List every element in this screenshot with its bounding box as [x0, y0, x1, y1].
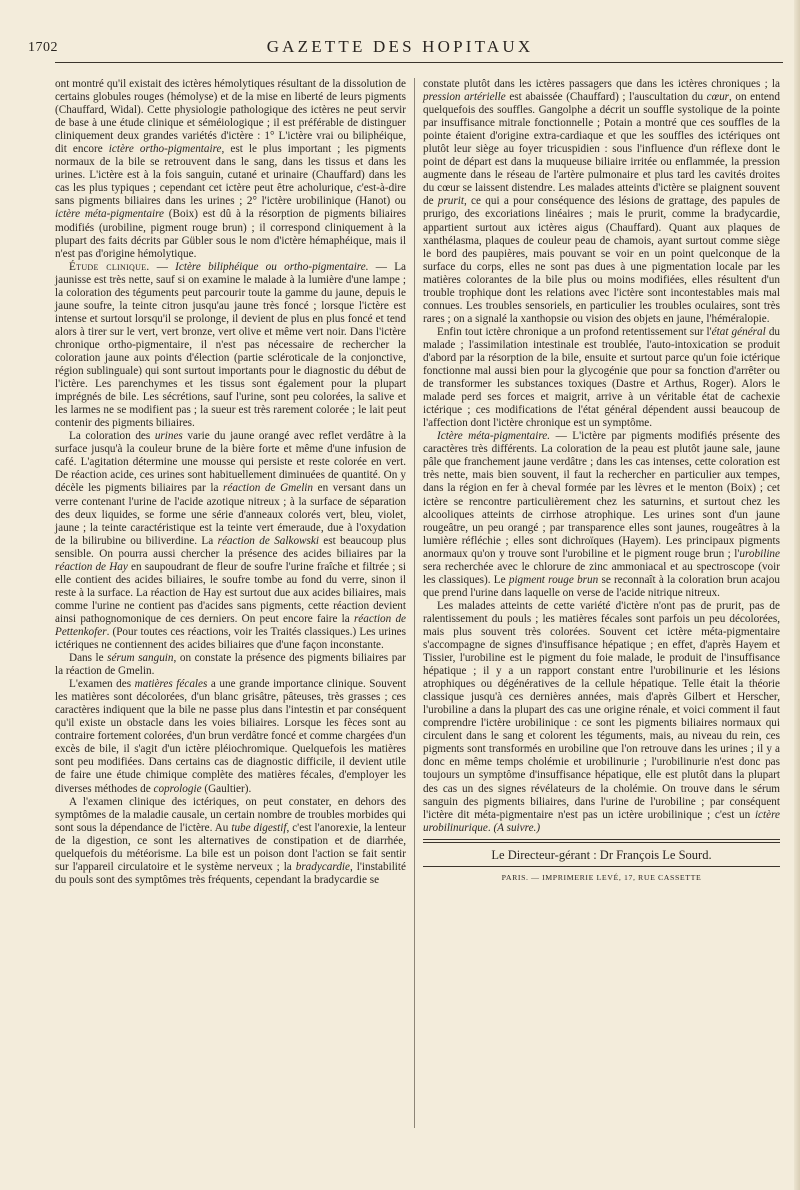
- paragraph: [55, 652, 406, 678]
- italic-term: cœur: [706, 91, 730, 104]
- text: a une grande importance clinique. Souvent les matières sont décolorées, d'un blanc grisâtre, pâteuses, très grasses ; ces caractères indiquent que la bile ne passe plus dans l'intestin et par conséquent qu'il existe un obstacle dans les voies biliaires. Lorsque les fèces sont au contraire fortement colorées, d'un brun verdâtre foncé et comme chargées d'un excès de bile, il s'agit d'un ictère pléiochromique. Quelquefois les matières sont peu modifiées. Dans certains cas de diagnostic difficile, il devient utile de faire une étude chimique complète des matières fécales, d'employer les diverses méthodes de: [55, 678, 406, 795]
- header-rule: [55, 62, 783, 63]
- italic-term: réaction de Hay: [55, 560, 128, 573]
- italic-term: réaction de Pettenkofer: [55, 612, 406, 638]
- text: Dans le: [69, 652, 108, 665]
- text: , c'est l'anorexie, la lenteur de la digestion, ce sont les alternatives de constipation et de diarrhée, quelquefois du météorisme. La bile est un poison dont l'action se fait sentir sur l'appareil circulatoire et le système nerveux ; la: [55, 821, 406, 873]
- text: Enfin tout ictère chronique a un profond retentissement sur l': [437, 325, 712, 338]
- italic-term: réaction de Gmelin: [223, 482, 314, 495]
- printer-imprint: PARIS. — IMPRIMERIE LEVÉ, 17, RUE CASSETTE: [501, 872, 702, 882]
- italic-term: état général: [711, 325, 766, 338]
- text: L'examen des: [69, 678, 135, 691]
- italic-term: pression artérielle: [423, 91, 506, 104]
- text: , on constate la présence des pigments biliaires par la réaction de Gmelin.: [55, 652, 406, 678]
- text: Les malades atteints de cette variété d'ictère n'ont pas de prurit, pas de ralentissement du pouls ; les matières fécales sont parfois un peu décolorées, mais plus souvent très colorées. Souvent cet ictère méta-pigmentaire s'accompagne de signes d'insuffisance hépatique ; en effet, d'après Hayem et Tissier, l'urobiline est le pigment du foie malade, le produit de l'insuffisance hépatique ; il y a un rapport constant entre l'urobilinurie et les lésions atrophiques ou dégénératives de la cellule hépatique. Telle était la théorie classique jusqu'à ces dernières années, mais d'après Gilbert et Herscher, l'urobiline a dans la plupart des cas une origine rénale, et voici comment il faut comprendre l'ictère urobilinique : ce sont les pigments biliaires normaux qui circulent dans le sang et colorent les téguments, mais, au niveau du rein, ces pigments sont transformés en urobiline que l'on retrouve dans les urines ; il y a donc en même temps cholémie et urobilinurie ; l'urobilinurie n'est donc pas toujours un symptôme d'insuffisance hépatique, elle est plutôt dans la plupart des cas un des signes révélateurs de la cholémie. On trouve dans le sérum sanguin des pigments biliaires, dans l'urine de l'urobiline ; par conséquent l'ictère dit méta-pigmentaire n'est pas un ictère urobilinique ; c'est un: [423, 599, 780, 821]
- text: .: [487, 821, 494, 834]
- italic-term: pigment rouge brun: [508, 573, 599, 586]
- text: , l'instabilité du pouls sont des symptômes très fréquents, cependant la bradycardie se: [55, 860, 406, 886]
- section-subtitle: Ictère biliphéique ou ortho-pigmentaire.: [175, 260, 369, 273]
- text: sera recherchée avec le chlorure de zinc ammoniacal et au spectroscope (voir les classiques). Le: [423, 560, 780, 586]
- left-column: [55, 78, 406, 887]
- text: constate plutôt dans les ictères passagers que dans les ictères chroniques ; la: [423, 78, 780, 90]
- text: (Boix) est dû à la résorption de pigments biliaires modifiés (urobiline, pigment rouge brun) ; il correspond cliniquement à la plupart des faits décrits par Gübler sous le nom d'ictère hémaphéique, mais il n'est pas d'origine hémolytique.: [55, 208, 407, 260]
- to-be-continued: (A suivre.): [493, 821, 541, 834]
- section-label: Étude clinique.: [69, 260, 150, 273]
- paragraph: [55, 261, 406, 431]
- text: — La jaunisse est très nette, sauf si on examine le malade à la lumière d'une lampe ; la coloration des téguments peut parcourir toute la gamme du jaune, depuis le jaune soufre, la teinte citron jusqu'au jaune très foncé ; lorsque l'ictère est intense et surtout lorsqu'il se prolonge, il devient de plus en plus foncé et tend alors à tirer sur le vert, vert bronze, vert olive et même vert noir. Dans l'ictère chronique ortho-pigmentaire, il n'est pas nécessaire de rechercher la coloration jaune aux points d'élection (partie scléroticale de la conjonctive, région sublinguale) qui sont surtout importants pour le diagnostic du début de l'ictère. Les parenchymes et les tissus sont également pour la plupart imprégnés de bile. Les sécrétions, sauf l'urine, sont peu colorées, la salive et les larmes ne se modifient pas ; la sueur est très rarement colorée ; le lait peut contenir des pigments biliaires.: [55, 260, 406, 430]
- italic-term: tube digestif: [231, 821, 287, 834]
- paragraph: [423, 430, 780, 600]
- text: A l'examen clinique des ictériques, on peut constater, en dehors des symptômes de la maladie causale, un certain nombre de troubles morbides qui sont sous la dépendance de l'ictère. Au: [55, 795, 406, 834]
- paragraph: [423, 78, 780, 326]
- text: — L'ictère par pigments modifiés présente des caractères très différents. La coloration de la peau est plutôt jaune sale, jaune pâle que franchement jaune verdâtre ; dans les cas intenses, cette coloration est très nette, mais bien souvent, il faut la rechercher en particulier aux tempes, dans la région en fer à cheval formée par les lèvres et le menton (Boix) ; cet ictère se rencontre particulièrement chez les saturnins, et surtout chez les alcooliques atteints de cirrhose atrophique. Les urines sont d'un jaune rougeâtre, un peu orangé ; par transparence elles sont jaunes, rougeâtres à la lumière réfléchie ; elles sont dichroïques (Hayem). Les principaux pigments anormaux qu'on y trouve sont l'urobiline et le pigment rouge brun ; l': [423, 430, 780, 560]
- text: en saupoudrant de fleur de soufre l'urine fraîche et filtrée ; si elle contient des acides biliaires, le soufre tombe au fond du verre, sinon il reste à la surface. La réaction de Hay est surtout due aux acides biliaires, mais comme l'urine ne contient pas d'acides sans pigments, cette réaction devient ainsi pathognomonique de ces derniers. On peut encore faire la: [55, 560, 407, 625]
- italic-term: ictère ortho-pigmentaire: [108, 143, 222, 156]
- text: , ce qui a pour conséquence des lésions de grattage, des papules de prurigo, des excoriations linéaires ; mais le prurit, comme la bradycardie, appartient surtout aux ictères aigus (Chauffard). Quant aux plaques de xanthélasma, plaques de couleur peau de chamois, ayant surtout comme siège le bord des paupières, mais pouvant se voir en un point quelconque de la surface du corps, elles ne sont pas dues à une pigmentation locale par les matières colorantes de la bile plus ou moins modifiées, elles résultent d'un trouble trophique dont les relations avec l'ictère sont incontestables mais mal connues. Les troubles sensoriels, en particulier les troubles oculaires, sont très rares ; on a signalé la xanthopsie ou vision des objets en jaune, l'héméralopie.: [423, 195, 780, 325]
- italic-term: urobiline: [739, 547, 780, 560]
- section-subtitle: Ictère méta-pigmentaire.: [437, 430, 551, 443]
- italic-term: urines: [154, 430, 183, 443]
- director-signature: Le Directeur-gérant : Dr François Le Sourd.: [491, 847, 712, 862]
- italic-term: ictère urobilinurique: [423, 808, 780, 834]
- text: La coloration des: [69, 430, 155, 443]
- italic-term: bradycardie: [295, 860, 350, 873]
- italic-term: prurit: [437, 195, 464, 208]
- italic-term: coprologie: [153, 782, 202, 795]
- end-rule: [423, 839, 780, 840]
- italic-term: matières fécales: [134, 678, 208, 691]
- text: (Gaultier).: [201, 782, 252, 795]
- running-title: GAZETTE DES HOPITAUX: [266, 37, 534, 56]
- paragraph: [55, 678, 406, 795]
- paragraph: [423, 326, 780, 430]
- italic-term: ictère méta-pigmentaire: [55, 208, 164, 221]
- italic-term: sérum sanguin: [107, 652, 174, 665]
- text: . (Pour toutes ces réactions, voir les Traités classiques.) Les urines ictériques ne contiennent des acides biliaires que d'une façon inconstante.: [55, 625, 406, 652]
- paragraph: [55, 430, 406, 652]
- text: en versant dans un verre contenant l'urine de l'acide azotique nitreux ; à la surface de séparation des deux liquides, se forme une série d'anneaux colorés vert, bleu, violet, jaune ; la teinte caractéristique est la teinte vert émeraude, due à l'oxydation de la bilirubine ou biliverdine. La: [55, 482, 406, 547]
- page-number: 1702: [28, 40, 58, 55]
- paragraph: [55, 78, 406, 261]
- text: est beaucoup plus sensible. On pourra aussi chercher la présence des acides biliaires par la: [55, 534, 406, 560]
- end-rule: [423, 866, 780, 867]
- text: , est le plus important ; les pigments normaux de la bile se retrouvent dans le sang, dans les tissus et dans les urines. L'ictère est à la fois sanguin, cutané et urinaire (Chauffard) dans les cas les plus typiques ; cependant cet ictère peut être acholurique, c'est-à-dire sans pigments biliaires dans les urines ; 2° l'ictère urobilinique (Hanot) ou: [55, 143, 406, 208]
- right-column: [423, 78, 780, 884]
- text: , on entend quelquefois des souffles. Gangolphe a décrit un souffle systolique de la pointe par insuffisance mitrale fonctionnelle ; Potain a montré que ces souffles de la pointe étaient d'origine extra-cardiaque et que les souffles des ictériques ont plutôt leur siège au foyer tricuspidien : sous l'influence d'un réflexe dont le point de départ est dans la muqueuse biliaire irritée ou enflammée, la pression augmente dans le réseau de l'artère pulmonaire et plus tard les cavités droites du cœur se laissent distendre. Les malades atteints d'ictère se plaignent souvent de: [423, 91, 780, 208]
- paragraph: [423, 600, 780, 835]
- text: se reconnaît à la coloration brun acajou que prend l'urine dans laquelle on verse de l'acide nitrique nitreux.: [423, 573, 780, 599]
- text: —: [149, 260, 176, 273]
- column-rule: [414, 78, 415, 1128]
- italic-term: réaction de Salkowski: [217, 534, 319, 547]
- text: du malade ; l'assimilation intestinale est troublée, l'auto-intoxication se produit d'abord par la résorption de la bile, ensuite et surtout parce qu'un foie ictérique fonctionne mal aussi bien pour la glycogénie que pour sa fonction d'arrêter ou de transformer les substances toxiques (Dastre et Arthus, Roger). Alors le malade perd ses forces et maigrit, arrive à un véritable état de cachexie ictérique ; ces modifications de l'état général dépendent aussi beaucoup de l'affection dont l'ictère chronique est un symptôme.: [423, 325, 780, 430]
- page-edge: [794, 0, 800, 1190]
- text: est abaissée (Chauffard) ; l'auscultation du: [505, 91, 707, 104]
- paragraph: [55, 796, 406, 887]
- text: ont montré qu'il existait des ictères hémolytiques résultant de la dissolution de certains globules rouges (hémolyse) et de la mise en liberté de leurs pigments (Chauffard, Widal). Cette physiologie pathologique des ictères ne peut servir de base à une étude clinique et séméiologique ; il est préférable de distinguer cliniquement deux grandes variétés d'ictère : 1° L'ictère vrai ou biliphéique, dit encore: [55, 78, 406, 156]
- end-rule: [423, 842, 780, 843]
- text: varie du jaune orangé avec reflet verdâtre à la surface jusqu'à la couleur brune de la bière forte et même d'une infusion de café. L'agitation détermine une mousse qui persiste et reste colorée en vert. De réaction acide, ces urines sont habituellement diminuées de quantité. On y décèle les pigments biliaires par la: [55, 430, 406, 495]
